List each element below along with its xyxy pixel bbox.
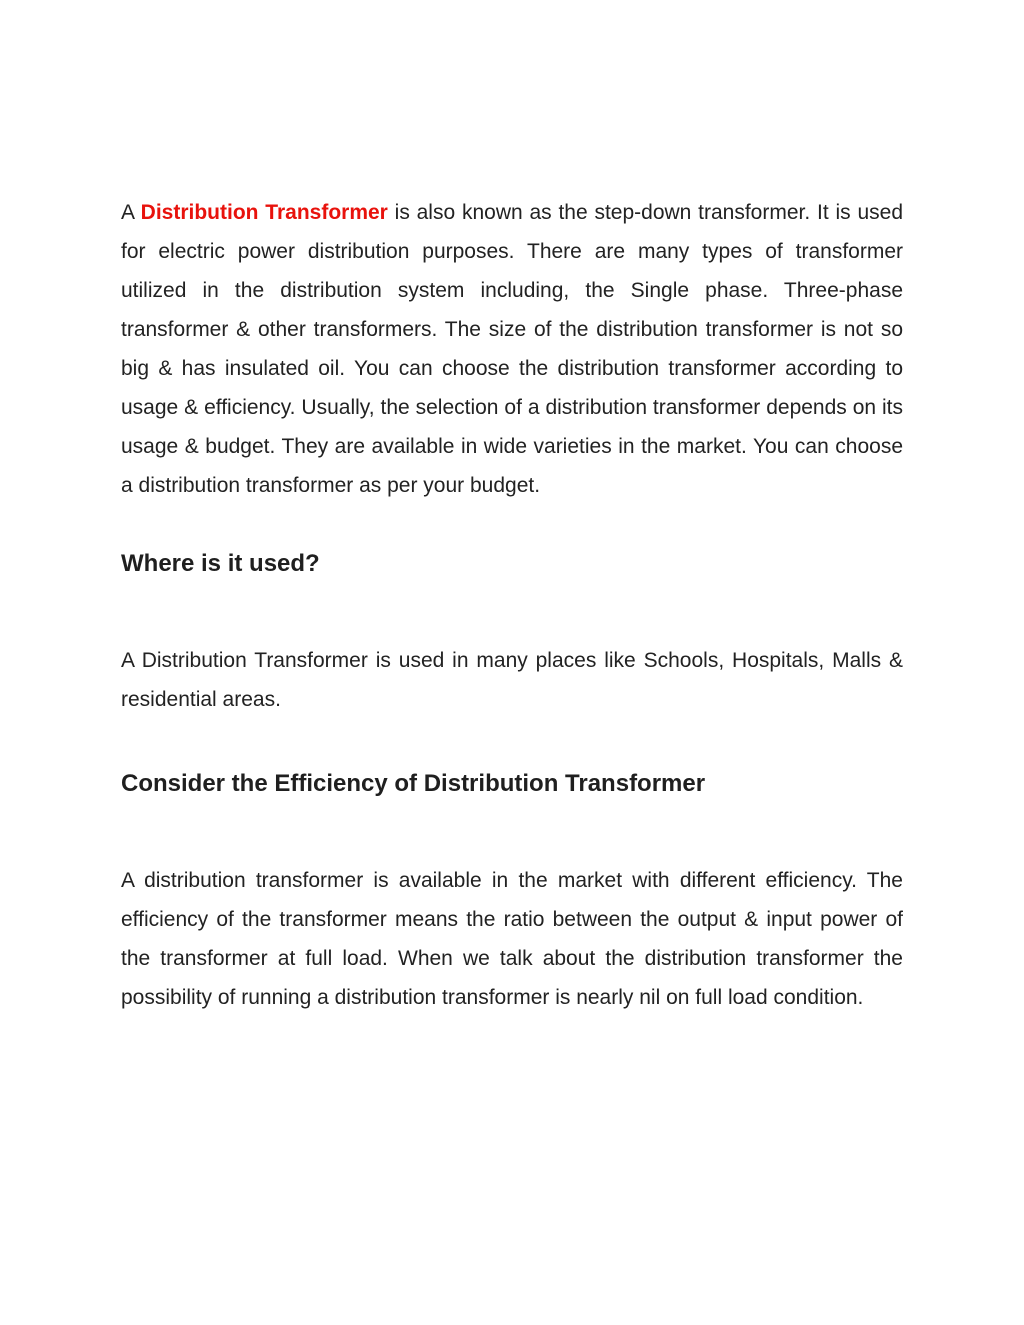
intro-rest: is also known as the step-down transformer. It is used for electric power distribution purposes. There are many types of transformer utilized in the distribution system including, the Single phase. Three-phase transformer & other transformers. The size of the distribution transformer is not so big & has insulated oil. You can choose the distribution transformer according to usage & efficiency. Usually, the selection of a distribution transformer depends on its usage & budget. They are available in wide varieties in the market. You can choose a distribution transformer as per your budget. [121,201,904,497]
distribution-transformer-link[interactable]: Distribution Transformer [140,201,388,224]
section-heading-efficiency: Consider the Efficiency of Distribution Transformer [121,770,706,797]
section-body-where-used: A Distribution Transformer is used in many places like Schools, Hospitals, Malls & residential areas. [121,649,903,711]
section-body-efficiency: A distribution transformer is available in the market with different efficiency. The efficiency of the transformer means the ratio between the output & input power of the transformer at full load. When we talk about the distribution transformer the possibility of running a distribution transformer is nearly nil on full load condition. [121,869,903,1009]
intro-prefix: A [121,201,141,224]
document-page [121,193,903,1017]
intro-paragraph [121,193,903,505]
section-heading-where-used: Where is it used? [121,550,320,577]
